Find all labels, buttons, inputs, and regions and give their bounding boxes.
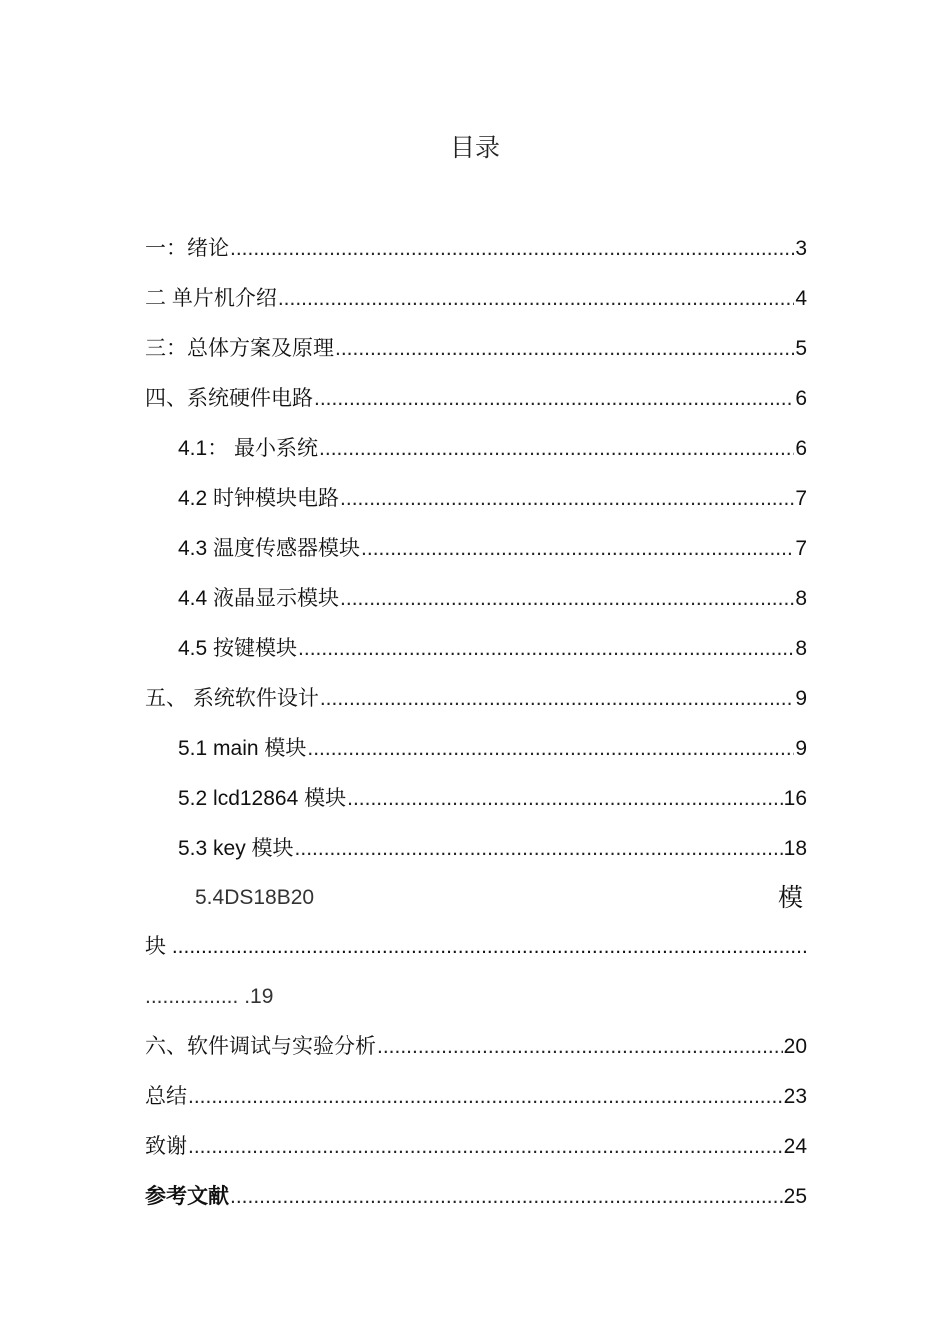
- leader-dots: [188, 1072, 783, 1122]
- toc-entry-5-4-line3[interactable]: [145, 972, 273, 1022]
- toc-entry-label: 4.2 时钟模块电路: [178, 487, 340, 510]
- toc-title: 目录: [449, 134, 500, 162]
- toc-entry-page: 16: [783, 787, 807, 810]
- toc-entry-summary[interactable]: [145, 1072, 807, 1122]
- toc-entry-label: 5.2 lcd12864 模块: [178, 787, 347, 810]
- toc-entry-label: 4.5 按键模块: [178, 637, 298, 660]
- toc-entry-label: 4.1： 最小系统: [178, 437, 319, 460]
- toc-entry-label: 4.4 液晶显示模块: [178, 587, 340, 610]
- toc-entry-references[interactable]: [145, 1172, 807, 1222]
- leader-dots: [230, 224, 794, 274]
- leader-dots: [347, 774, 783, 824]
- toc-entry-page: 25: [783, 1185, 807, 1208]
- toc-entry-label: 五、 系统软件设计: [145, 687, 319, 710]
- toc-entry-3[interactable]: [145, 324, 807, 374]
- toc-entry-page: 6: [795, 437, 807, 460]
- toc-entry-5-1[interactable]: [178, 724, 807, 774]
- leader-dots: [188, 1122, 783, 1172]
- toc-entry-page: 7: [795, 487, 807, 510]
- toc-entry-label: 四、系统硬件电路: [145, 387, 313, 410]
- toc-entry-5-4-left[interactable]: 5.4DS18B20: [195, 886, 315, 909]
- toc-entry-acknowledgement[interactable]: [145, 1122, 807, 1172]
- toc-entry-page: 23: [783, 1085, 807, 1108]
- toc-entry-1[interactable]: [145, 224, 807, 274]
- leader-dots: ................: [145, 985, 245, 1008]
- toc-entry-4-2[interactable]: [178, 474, 807, 524]
- toc-entry-label: 块: [145, 935, 166, 958]
- toc-entry-page: 6: [795, 387, 807, 410]
- toc-entry-4-1[interactable]: [178, 424, 807, 474]
- leader-dots: [307, 724, 794, 774]
- toc-entry-label: 六、软件调试与实验分析: [145, 1035, 376, 1058]
- toc-entry-label: 一：绪论: [145, 237, 229, 260]
- toc-entry-page: 4: [795, 287, 807, 310]
- leader-dots: [172, 935, 807, 958]
- toc-entry-5-4-right: 模: [778, 884, 804, 912]
- toc-entry-page: 24: [783, 1135, 807, 1158]
- toc-entry-page: .19: [244, 985, 274, 1008]
- toc-entry-label: 总结: [145, 1085, 187, 1108]
- leader-dots: [314, 374, 794, 424]
- leader-dots: [320, 674, 794, 724]
- leader-dots: [298, 624, 794, 674]
- toc-entry-page: 9: [795, 687, 807, 710]
- leader-dots: [278, 274, 794, 324]
- toc-entry-page: 9: [795, 737, 807, 760]
- toc-entry-2[interactable]: [145, 274, 807, 324]
- toc-entry-6[interactable]: [145, 1022, 807, 1072]
- toc-entry-label: 致谢: [145, 1135, 187, 1158]
- toc-entry-5-3[interactable]: [178, 824, 807, 874]
- toc-entry-4-5[interactable]: [178, 624, 807, 674]
- toc-entry-label: 5.3 key 模块: [178, 837, 294, 860]
- leader-dots: [340, 474, 794, 524]
- toc-entry-page: 8: [795, 637, 807, 660]
- leader-dots: [230, 1172, 783, 1222]
- toc-entry-4-3[interactable]: [178, 524, 807, 574]
- toc-entry-page: 18: [783, 837, 807, 860]
- leader-dots: [377, 1022, 783, 1072]
- toc-entry-page: 5: [795, 337, 807, 360]
- toc-entry-page: 20: [783, 1035, 807, 1058]
- leader-dots: [335, 324, 794, 374]
- toc-entry-5-2[interactable]: [178, 774, 807, 824]
- toc-entry-label: 三：总体方案及原理: [145, 337, 334, 360]
- leader-dots: [295, 824, 783, 874]
- toc-entry-page: 3: [795, 237, 807, 260]
- toc-entry-4[interactable]: [145, 374, 807, 424]
- toc-entry-5[interactable]: [145, 674, 807, 724]
- toc-entry-4-4[interactable]: [178, 574, 807, 624]
- toc-entry-label: 参考文献: [145, 1185, 229, 1208]
- leader-dots: [361, 524, 794, 574]
- leader-dots: [340, 574, 794, 624]
- toc-entry-page: 8: [795, 587, 807, 610]
- toc-entry-5-4-line2[interactable]: [145, 922, 807, 972]
- toc-entry-label: 二 单片机介绍: [145, 287, 277, 310]
- toc-entry-page: 7: [795, 537, 807, 560]
- leader-dots: [319, 424, 794, 474]
- toc-entry-label: 5.1 main 模块: [178, 737, 307, 760]
- toc-entry-label: 4.3 温度传感器模块: [178, 537, 361, 560]
